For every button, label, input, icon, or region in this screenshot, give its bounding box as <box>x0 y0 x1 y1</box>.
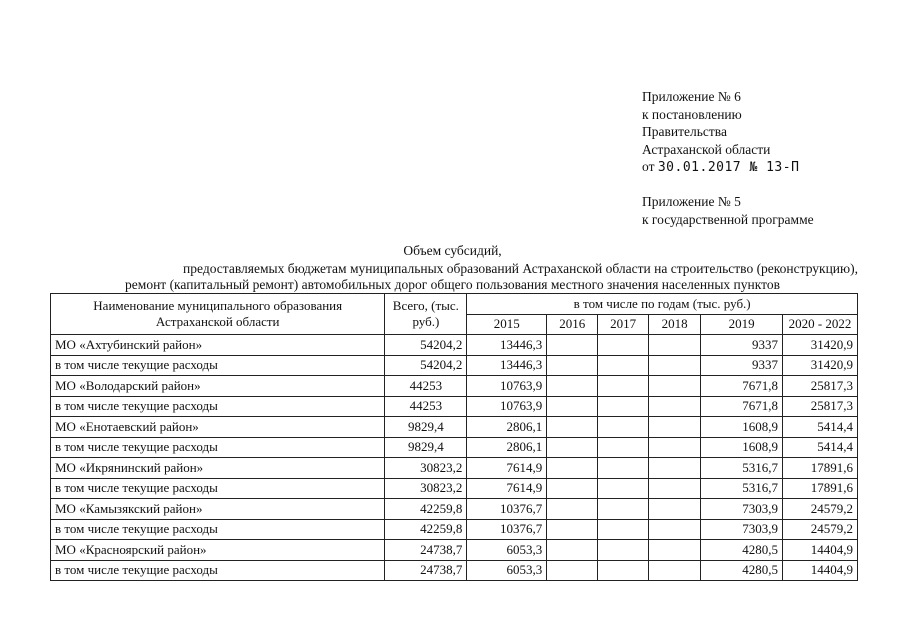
cell-2016 <box>547 499 598 520</box>
date-prefix: от <box>642 159 658 174</box>
cell-2016 <box>547 355 598 376</box>
cell-name: МО «Ахтубинский район» <box>51 335 385 356</box>
cell-2020-2022: 31420,9 <box>783 355 858 376</box>
cell-2020-2022: 24579,2 <box>783 499 858 520</box>
header-year: 2017 <box>598 314 649 335</box>
cell-2017 <box>598 499 649 520</box>
cell-2020-2022: 17891,6 <box>783 458 858 479</box>
appendix-line: Астраханской области <box>642 141 771 157</box>
cell-2015: 13446,3 <box>467 335 547 356</box>
cell-2015: 2806,1 <box>467 437 547 458</box>
appendix-5-block <box>642 193 814 228</box>
header-municipality: Наименование муниципального образования Астраханской области <box>51 294 385 335</box>
cell-2018 <box>649 478 701 499</box>
cell-2018 <box>649 499 701 520</box>
table-row <box>51 376 858 397</box>
handwritten-date: 30.01.2017 № 13-П <box>657 160 800 175</box>
cell-total: 24738,7 <box>385 560 467 581</box>
cell-name: МО «Икрянинский район» <box>51 458 385 479</box>
header-year: 2018 <box>649 314 701 335</box>
cell-2018 <box>649 396 701 417</box>
cell-total: 42259,8 <box>385 499 467 520</box>
cell-2018 <box>649 355 701 376</box>
header-year: 2019 <box>701 314 783 335</box>
cell-name: МО «Красноярский район» <box>51 540 385 561</box>
cell-2017 <box>598 519 649 540</box>
table-row <box>51 540 858 561</box>
appendix-line: Приложение № 6 <box>642 89 741 104</box>
cell-2016 <box>547 437 598 458</box>
cell-2020-2022: 25817,3 <box>783 376 858 397</box>
table-row <box>51 396 858 417</box>
cell-2016 <box>547 458 598 479</box>
cell-2017 <box>598 396 649 417</box>
cell-name: в том числе текущие расходы <box>51 478 385 499</box>
cell-2015: 10376,7 <box>467 499 547 520</box>
cell-2017 <box>598 355 649 376</box>
cell-2018 <box>649 519 701 540</box>
cell-2016 <box>547 540 598 561</box>
appendix-6-block <box>642 88 799 177</box>
cell-2020-2022: 5414,4 <box>783 437 858 458</box>
table-row <box>51 335 858 356</box>
cell-2020-2022: 5414,4 <box>783 417 858 438</box>
cell-2016 <box>547 335 598 356</box>
cell-2015: 7614,9 <box>467 458 547 479</box>
cell-2019: 4280,5 <box>701 560 783 581</box>
cell-2015: 6053,3 <box>467 560 547 581</box>
cell-total: 44253 <box>385 376 467 397</box>
cell-2020-2022: 17891,6 <box>783 478 858 499</box>
cell-2018 <box>649 437 701 458</box>
cell-name: в том числе текущие расходы <box>51 519 385 540</box>
cell-total: 54204,2 <box>385 335 467 356</box>
cell-total: 54204,2 <box>385 355 467 376</box>
cell-2019: 7303,9 <box>701 499 783 520</box>
appendix-line: к постановлению <box>642 106 742 122</box>
cell-name: МО «Камызякский район» <box>51 499 385 520</box>
cell-2019: 7303,9 <box>701 519 783 540</box>
cell-2018 <box>649 417 701 438</box>
cell-2020-2022: 24579,2 <box>783 519 858 540</box>
cell-name: МО «Енотаевский район» <box>51 417 385 438</box>
appendix-line: Приложение № 5 <box>642 194 741 209</box>
cell-2019: 1608,9 <box>701 417 783 438</box>
cell-total: 24738,7 <box>385 540 467 561</box>
cell-name: в том числе текущие расходы <box>51 355 385 376</box>
table-row <box>51 519 858 540</box>
cell-2018 <box>649 458 701 479</box>
cell-2019: 7671,8 <box>701 376 783 397</box>
cell-2015: 10763,9 <box>467 396 547 417</box>
cell-2020-2022: 14404,9 <box>783 560 858 581</box>
cell-name: в том числе текущие расходы <box>51 396 385 417</box>
cell-2017 <box>598 437 649 458</box>
appendix-date-line <box>642 158 799 177</box>
table-row <box>51 560 858 581</box>
header-year: 2015 <box>467 314 547 335</box>
cell-2019: 4280,5 <box>701 540 783 561</box>
document-subtitle-line: ремонт (капитальный ремонт) автомобильных дорог общего пользования местного значения населенных пунктов <box>125 277 780 292</box>
cell-2016 <box>547 396 598 417</box>
cell-2020-2022: 31420,9 <box>783 335 858 356</box>
cell-2017 <box>598 560 649 581</box>
cell-2016 <box>547 560 598 581</box>
cell-2015: 2806,1 <box>467 417 547 438</box>
appendix-line: к государственной программе <box>642 211 814 227</box>
header-years-group: в том числе по годам (тыс. руб.) <box>467 294 858 315</box>
cell-total: 9829,4 <box>385 417 467 438</box>
cell-name: в том числе текущие расходы <box>51 560 385 581</box>
cell-2015: 13446,3 <box>467 355 547 376</box>
cell-2018 <box>649 335 701 356</box>
cell-total: 44253 <box>385 396 467 417</box>
table-row <box>51 355 858 376</box>
cell-2016 <box>547 417 598 438</box>
header-year: 2016 <box>547 314 598 335</box>
cell-2015: 7614,9 <box>467 478 547 499</box>
cell-2019: 7671,8 <box>701 396 783 417</box>
table-row <box>51 499 858 520</box>
cell-2019: 5316,7 <box>701 478 783 499</box>
cell-2017 <box>598 458 649 479</box>
cell-2016 <box>547 478 598 499</box>
table-row <box>51 437 858 458</box>
cell-2020-2022: 14404,9 <box>783 540 858 561</box>
cell-total: 30823,2 <box>385 458 467 479</box>
cell-2019: 5316,7 <box>701 458 783 479</box>
document-title: Объем субсидий, <box>403 243 502 258</box>
cell-total: 9829,4 <box>385 437 467 458</box>
table-row <box>51 478 858 499</box>
document-subtitle-line: предоставляемых бюджетам муниципальных образований Астраханской области на строительство (реконструкцию), <box>183 261 858 276</box>
table-row <box>51 458 858 479</box>
table-row <box>51 417 858 438</box>
cell-2017 <box>598 478 649 499</box>
cell-2018 <box>649 376 701 397</box>
cell-2019: 9337 <box>701 355 783 376</box>
cell-2017 <box>598 417 649 438</box>
appendix-line: Правительства <box>642 124 727 139</box>
cell-2015: 6053,3 <box>467 540 547 561</box>
cell-2019: 9337 <box>701 335 783 356</box>
cell-total: 30823,2 <box>385 478 467 499</box>
cell-total: 42259,8 <box>385 519 467 540</box>
cell-2020-2022: 25817,3 <box>783 396 858 417</box>
cell-2017 <box>598 540 649 561</box>
header-total: Всего, (тыс. руб.) <box>385 294 467 335</box>
cell-2015: 10763,9 <box>467 376 547 397</box>
cell-2016 <box>547 376 598 397</box>
cell-2015: 10376,7 <box>467 519 547 540</box>
cell-2017 <box>598 376 649 397</box>
cell-2017 <box>598 335 649 356</box>
header-year: 2020 - 2022 <box>783 314 858 335</box>
cell-name: в том числе текущие расходы <box>51 437 385 458</box>
cell-2016 <box>547 519 598 540</box>
cell-2018 <box>649 540 701 561</box>
subsidies-table <box>50 293 858 581</box>
cell-2018 <box>649 560 701 581</box>
cell-2019: 1608,9 <box>701 437 783 458</box>
cell-name: МО «Володарский район» <box>51 376 385 397</box>
